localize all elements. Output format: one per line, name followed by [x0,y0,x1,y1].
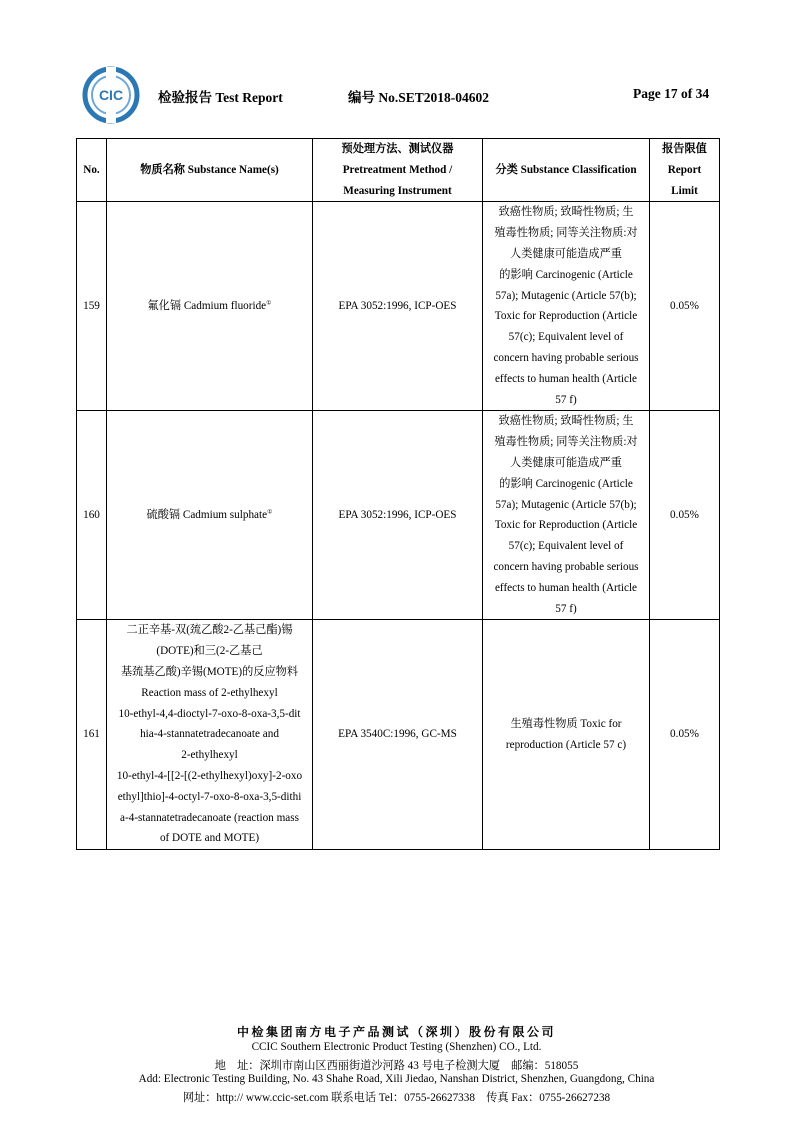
table-row [77,202,720,411]
header-method-line: Measuring Instrument [343,184,452,197]
note-mark: ① [266,300,272,307]
header-classification: 分类 Substance Classification [483,139,650,202]
footer-contact: 网址：http:// www.ccic-set.com 联系电话 Tel：0755-26627338 传真 Fax：0755-26627238 [182,1092,611,1104]
logo-text: CIC [98,87,124,103]
report-number: 编号 No.SET2018-04602 [348,90,490,105]
header-method [313,139,483,202]
ccic-logo [82,66,140,124]
header-substance: 物质名称 Substance Name(s) [107,139,313,202]
row-limit: 0.05% [650,202,720,411]
header-limit-line: 报告限值 [662,143,707,155]
footer-company-en: CCIC Southern Electronic Product Testing (Shenzhen) CO., Ltd. [251,1041,542,1053]
row-no: 161 [77,620,107,850]
header-no: No. [77,139,107,202]
row-classification: 致癌性物质; 致畸性物质; 生 殖毒性物质; 同等关注物质:对 人类健康可能造成严重 的影响 Carcinogenic (Article 57a); Mutagenic (Article 57(b); Toxic for Reproduction (Article 57(c); Equivalent level of concern having probable serious effects to human health (Article 57 f) [483,202,650,411]
header-limit [650,139,720,202]
table-header-row [77,139,720,202]
header-limit-line: Limit [671,184,698,197]
row-no: 160 [77,411,107,620]
row-classification: 致癌性物质; 致畸性物质; 生 殖毒性物质; 同等关注物质:对 人类健康可能造成严重 的影响 Carcinogenic (Article 57a); Mutagenic (Article 57(b); Toxic for Reproduction (Article 57(c); Equivalent level of concern having probable serious effects to human health (Article 57 f) [483,411,650,620]
page-label: Page 17 of 34 [633,86,710,101]
note-mark: ① [267,509,273,516]
row-method: EPA 3540C:1996, GC-MS [313,620,483,850]
footer-address-cn: 地 址：深圳市南山区西丽街道沙河路 43 号电子检测大厦 邮编：518055 [214,1060,579,1072]
row-limit: 0.05% [650,620,720,850]
substance-name: 硫酸镉 Cadmium sulphate [146,508,268,521]
row-no: 159 [77,202,107,411]
header-method-line: 预处理方法、测试仪器 [341,143,454,155]
row-substance: 二正辛基-双(巯乙酸2-乙基己酯)锡 (DOTE)和三(2-乙基己 基巯基乙酸)辛锡(MOTE)的反应物料 Reaction mass of 2-ethylhexyl 10-ethyl-4,4-dioctyl-7-oxo-8-oxa-3,5-dit hia-4-stannatetradecanoate and 2-ethylhexyl 10-ethyl-4-[[2-[(2-ethylhexyl)oxy]-2-oxo ethyl]thio]-4-octyl-7-oxo-8-oxa-3,5-dithi a-4-stannatetradecanoate (reaction mass of DOTE and MOTE) [107,620,313,850]
row-method: EPA 3052:1996, ICP-OES [313,411,483,620]
row-classification: 生殖毒性物质 Toxic for reproduction (Article 57 c) [483,620,650,850]
row-method: EPA 3052:1996, ICP-OES [313,202,483,411]
table-row [77,620,720,850]
footer-company-cn: 中检集团南方电子产品测试（深圳）股份有限公司 [236,1025,556,1039]
row-substance [107,202,313,411]
footer-address-en: Add: Electronic Testing Building, No. 43 Shahe Road, Xili Jiedao, Nanshan District, Shenzhen, Guangdong, China [138,1073,655,1085]
report-title: 检验报告 Test Report [158,90,283,105]
row-limit: 0.05% [650,411,720,620]
header-method-line: Pretreatment Method / [342,163,453,176]
page-header [0,0,793,130]
header-limit-line: Report [667,163,702,176]
substance-table [76,138,720,850]
row-substance [107,411,313,620]
table-row [77,411,720,620]
substance-name: 氟化镉 Cadmium fluoride [147,299,267,312]
